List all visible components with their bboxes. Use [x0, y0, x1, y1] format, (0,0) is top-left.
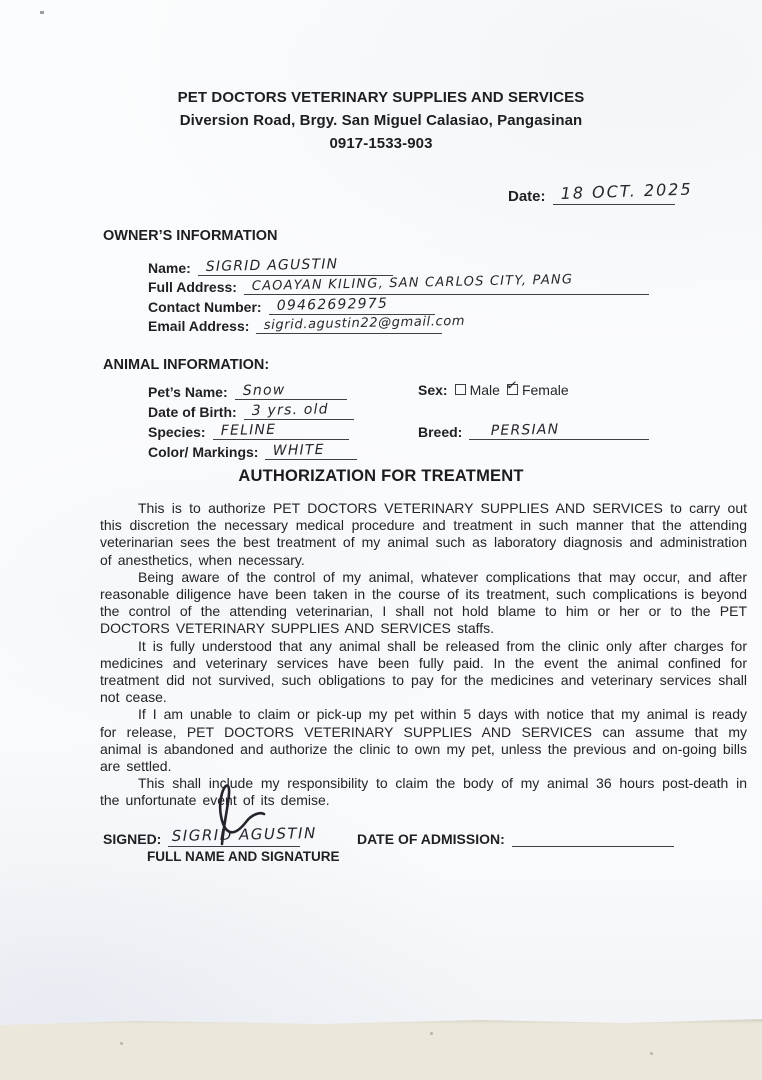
owner-address-value: CAOAYAN KILING, SAN CARLOS CITY, PANG [251, 272, 574, 294]
dob-row [148, 400, 357, 420]
date-handwritten-value: 18 OCT. 2025 [559, 179, 693, 203]
clinic-phone: 0917-1533-903 [329, 135, 433, 152]
signature-caption: FULL NAME AND SIGNATURE [147, 849, 340, 864]
scan-speck [40, 11, 44, 14]
clinic-name: PET DOCTORS VETERINARY SUPPLIES AND SERVICES [177, 89, 585, 106]
owner-name-value: SIGRID AGUSTIN [205, 255, 339, 275]
species-label: Species: [148, 424, 206, 440]
owner-email-row [148, 315, 649, 335]
scan-speck [120, 1042, 123, 1045]
authorization-paragraph: This is to authorize PET DOCTORS VETERINARY SUPPLIES AND SERVICES to carry out this discretion the necessary medical procedure and treatment in such manner that the attending veterinarian sees the best treatment of my animal such as laboratory diagnosis and administration of anesthetics, when necessary. [100, 500, 747, 568]
breed-line [469, 421, 649, 440]
owner-email-label: Email Address: [148, 318, 250, 334]
owner-name-line [198, 257, 393, 276]
owner-contact-label: Contact Number: [148, 298, 262, 315]
color-markings-line [265, 441, 357, 460]
species-value: FELINE [220, 421, 276, 439]
date-field [508, 179, 693, 205]
sex-row [418, 377, 569, 400]
dob-line [244, 401, 354, 420]
clinic-header [0, 86, 762, 155]
signed-handwritten-name: SIGRID AGUSTIN [171, 823, 318, 845]
admission-date-label: DATE OF ADMISSION: [357, 831, 505, 847]
owner-email-value: sigrid.agustin22@gmail.com [264, 313, 466, 333]
animal-fields-left [148, 380, 357, 460]
color-markings-label: Color/ Markings: [148, 444, 259, 460]
authorization-paragraph: It is fully understood that any animal shall be released from the clinic only after charges for medicines and veterinary services have been fully paid. In the event the animal confined for treatment did not survived, such obligations to pay for the medicines and veterinary services shall not cease. [100, 637, 747, 706]
owner-fields [148, 256, 649, 334]
owner-address-row [148, 272, 649, 296]
scan-speck [430, 1032, 433, 1035]
signed-label: SIGNED: [103, 831, 162, 847]
owner-name-row [148, 256, 649, 276]
signature-block [103, 823, 340, 864]
female-option-label: Female [521, 381, 569, 398]
owner-contact-row [148, 295, 649, 315]
pet-name-value: Snow [242, 382, 286, 399]
owner-contact-value: 09462692975 [276, 295, 388, 314]
dob-label: Date of Birth: [148, 404, 237, 420]
sex-label: Sex: [418, 381, 448, 398]
pet-name-line [235, 381, 347, 400]
dob-value: 3 yrs. old [251, 401, 329, 419]
date-label: Date: [508, 188, 546, 205]
clinic-address: Diversion Road, Brgy. San Miguel Calasiao, Pangasinan [179, 112, 583, 129]
breed-value: PERSIAN [491, 421, 560, 439]
female-checkmark-icon: ✓ [504, 377, 519, 395]
scanner-background [0, 1018, 762, 1080]
scan-speck [650, 1052, 653, 1055]
species-row [148, 420, 357, 440]
owner-address-label: Full Address: [148, 279, 237, 295]
species-line [213, 421, 349, 440]
color-markings-value: WHITE [273, 441, 326, 459]
male-checkbox-icon [455, 384, 466, 395]
authorization-body [100, 500, 747, 810]
color-markings-row [148, 440, 357, 460]
female-checkbox-icon [504, 377, 519, 395]
signed-row [103, 823, 340, 847]
breed-label: Breed: [418, 423, 463, 440]
breed-row [418, 420, 649, 440]
date-blank-line [553, 179, 693, 205]
authorization-paragraph: This shall include my responsibility to claim the body of my animal 36 hours post-death in the unfortunate event of its demise. [100, 775, 747, 809]
owner-address-line [244, 272, 649, 295]
pet-name-row [148, 380, 357, 400]
animal-section-title: ANIMAL INFORMATION: [103, 357, 270, 373]
male-option-label: Male [469, 381, 500, 398]
owner-email-line [256, 313, 466, 334]
owner-contact-line [269, 296, 435, 315]
admission-date-block [357, 828, 674, 847]
admission-date-line [512, 828, 674, 847]
pet-name-label: Pet’s Name: [148, 384, 228, 400]
authorization-paragraph: Being aware of the control of my animal, whatever complications that may occur, and after reasonable diligence have been taken in the course of its treatment, such complications is beyond the control of the attending veterinarian, I shall not hold blame to him or her or to the PET DOCTORS VETERINARY SUPPLIES AND SERVICES staffs. [100, 568, 747, 637]
owner-section-title: OWNER’S INFORMATION [103, 228, 278, 244]
owner-name-label: Name: [148, 259, 191, 276]
signed-line [168, 823, 318, 847]
authorization-title: AUTHORIZATION FOR TREATMENT [238, 467, 524, 485]
authorization-paragraph: If I am unable to claim or pick-up my pet within 5 days with notice that my animal is ready for release, PET DOCTORS VETERINARY SUPPLIES AND SERVICES can assume that my animal is abandoned and authorize the clinic to own my pet, unless the previous and on-going bills are settled. [100, 706, 747, 775]
